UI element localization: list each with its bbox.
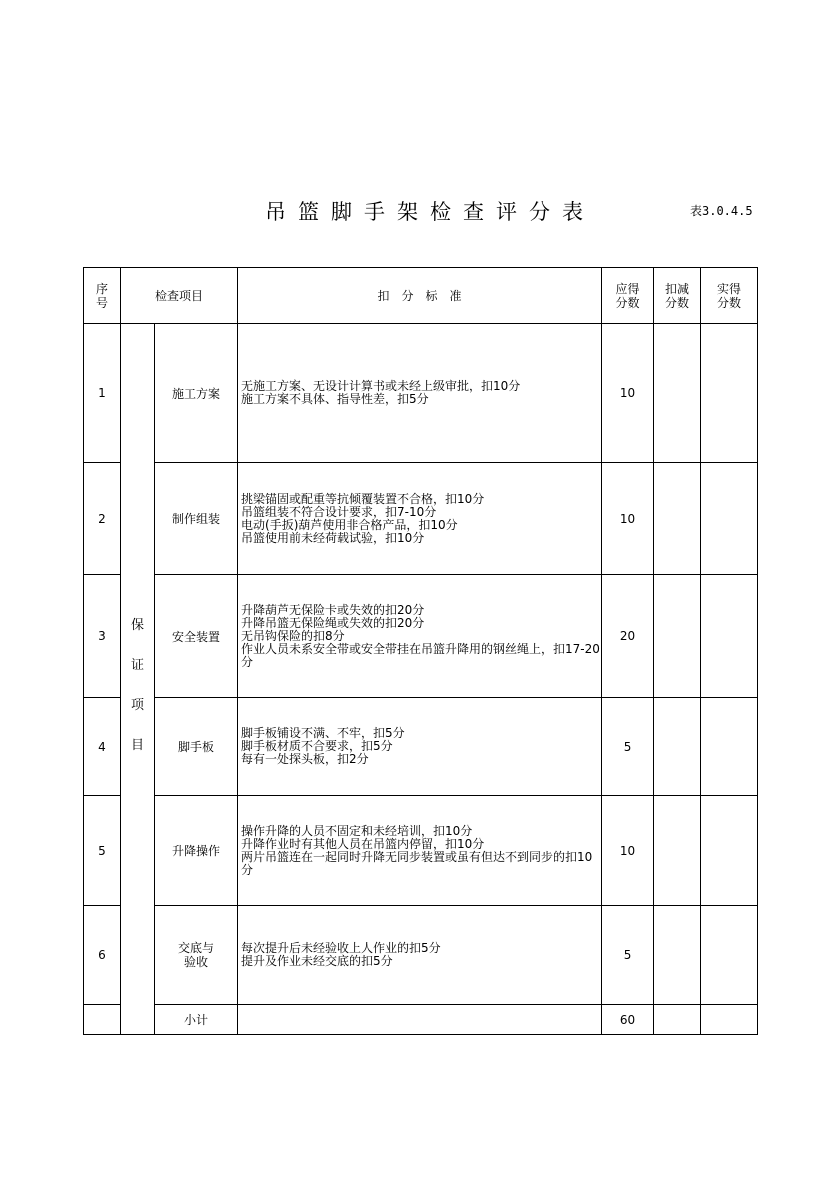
table-row [84,575,758,698]
row-criteria: 挑梁锚固或配重等抗倾覆装置不合格，扣10分 吊篮组装不符合设计要求，扣7-10分 电动(手扳)葫芦使用非合格产品，扣10分 吊篮使用前未经荷载试验，扣10分 [238,463,602,575]
row-full-score: 5 [602,698,654,796]
row-full-score: 10 [602,463,654,575]
row-seq: 3 [84,575,121,698]
row-deduct-score[interactable] [654,575,701,698]
subtotal-seq [84,1005,121,1035]
row-deduct-score[interactable] [654,463,701,575]
row-full-score: 20 [602,575,654,698]
header-item: 检查项目 [121,268,238,324]
row-seq: 6 [84,906,121,1005]
row-actual-score[interactable] [701,698,758,796]
table-row [84,324,758,463]
row-item: 施工方案 [155,324,238,463]
subtotal-row [84,1005,758,1035]
subtotal-actual-score[interactable] [701,1005,758,1035]
row-item: 安全装置 [155,575,238,698]
row-item: 交底与 验收 [155,906,238,1005]
row-full-score: 10 [602,324,654,463]
row-item: 脚手板 [155,698,238,796]
row-actual-score[interactable] [701,575,758,698]
row-criteria: 每次提升后未经验收上人作业的扣5分 提升及作业未经交底的扣5分 [238,906,602,1005]
row-full-score: 10 [602,796,654,906]
subtotal-label: 小计 [155,1005,238,1035]
table-row [84,906,758,1005]
score-table [83,267,758,1035]
subtotal-full-score: 60 [602,1005,654,1035]
row-item: 升降操作 [155,796,238,906]
row-actual-score[interactable] [701,906,758,1005]
group-label: 保 证 项 目 [121,324,155,1035]
header-row [84,268,758,324]
subtotal-criteria [238,1005,602,1035]
row-criteria: 脚手板铺设不满、不牢，扣5分 脚手板材质不合要求，扣5分 每有一处探头板，扣2分 [238,698,602,796]
row-full-score: 5 [602,906,654,1005]
header-full-score: 应得 分数 [602,268,654,324]
page-title: 吊篮脚手架检查评分表 [265,200,595,224]
table-row [84,796,758,906]
header-actual-score: 实得 分数 [701,268,758,324]
row-item: 制作组装 [155,463,238,575]
row-actual-score[interactable] [701,324,758,463]
header-criteria: 扣 分 标 准 [238,268,602,324]
table-row [84,463,758,575]
row-criteria: 操作升降的人员不固定和未经培训，扣10分 升降作业时有其他人员在吊篮内停留，扣10分 两片吊篮连在一起同时升降无同步装置或虽有但达不到同步的扣10分 [238,796,602,906]
table-number: 表3.0.4.5 [690,204,753,218]
row-seq: 4 [84,698,121,796]
row-actual-score[interactable] [701,796,758,906]
subtotal-deduct-score[interactable] [654,1005,701,1035]
row-seq: 5 [84,796,121,906]
row-criteria: 无施工方案、无设计计算书或未经上级审批，扣10分 施工方案不具体、指导性差，扣5分 [238,324,602,463]
row-criteria: 升降葫芦无保险卡或失效的扣20分 升降吊篮无保险绳或失效的扣20分 无吊钩保险的扣8分 作业人员未系安全带或安全带挂在吊篮升降用的钢丝绳上，扣17-20分 [238,575,602,698]
row-deduct-score[interactable] [654,796,701,906]
row-deduct-score[interactable] [654,906,701,1005]
row-deduct-score[interactable] [654,698,701,796]
row-seq: 1 [84,324,121,463]
row-seq: 2 [84,463,121,575]
row-deduct-score[interactable] [654,324,701,463]
row-actual-score[interactable] [701,463,758,575]
table-row [84,698,758,796]
header-seq: 序 号 [84,268,121,324]
header-deduct-score: 扣减 分数 [654,268,701,324]
